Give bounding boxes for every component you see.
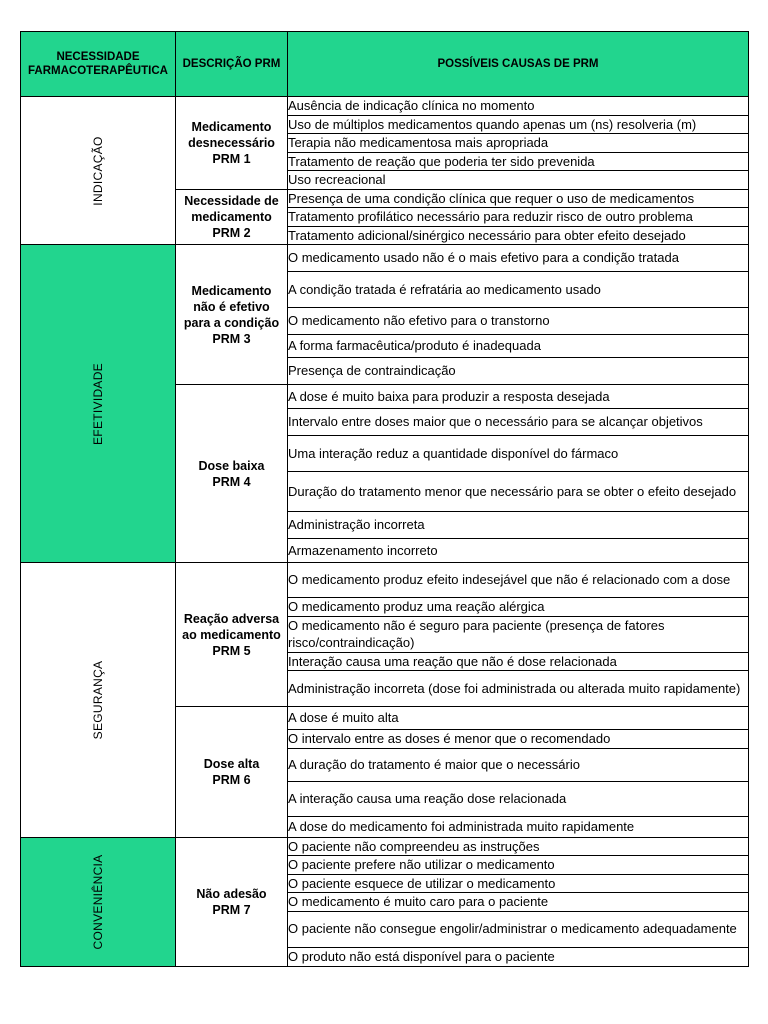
prm-table [20, 31, 749, 967]
cause-cell: O paciente prefere não utilizar o medicamento [288, 856, 749, 875]
prm-description-line: medicamento [191, 209, 272, 224]
cause-cell: O medicamento usado não é o mais efetivo para a condição tratada [288, 245, 749, 272]
cause-cell: Duração do tratamento menor que necessário para se obter o efeito desejado [288, 472, 749, 512]
category-cell [21, 563, 176, 838]
prm-description-line: não é efetivo [193, 299, 270, 314]
category-cell [21, 245, 176, 563]
prm-description-line: PRM 5 [212, 643, 251, 658]
cause-cell: O paciente não consegue engolir/administrar o medicamento adequadamente [288, 911, 749, 947]
prm-description-line: Medicamento [191, 119, 272, 134]
prm-description-line: Dose baixa [198, 458, 265, 473]
prm-description-line: Medicamento [191, 283, 272, 298]
header-description: DESCRIÇÃO PRM [176, 32, 288, 97]
cause-cell: A interação causa uma reação dose relacionada [288, 781, 749, 816]
prm-description-line: para a condição [183, 315, 280, 330]
cause-cell: Uso de múltiplos medicamentos quando apenas um (ns) resolveria (m) [288, 115, 749, 134]
cause-cell: Administração incorreta (dose foi administrada ou alterada muito rapidamente) [288, 671, 749, 707]
cause-cell: O intervalo entre as doses é menor que o recomendado [288, 730, 749, 749]
cause-cell: O medicamento produz efeito indesejável que não é relacionado com a dose [288, 563, 749, 598]
header-need: NECESSIDADE FARMACOTERAPÊUTICA [21, 32, 176, 97]
cause-cell: A duração do tratamento é maior que o necessário [288, 748, 749, 781]
prm-description-line: ao medicamento [182, 627, 281, 642]
prm-description-cell [176, 97, 288, 190]
prm-description-cell [176, 563, 288, 707]
cause-cell: O medicamento não efetivo para o transtorno [288, 308, 749, 335]
cause-cell: O medicamento não é seguro para paciente (presença de fatores risco/contraindicação) [288, 616, 749, 652]
prm-description-line: PRM 7 [212, 902, 251, 917]
cause-cell: A dose é muito alta [288, 707, 749, 730]
prm-description-line: Não adesão [196, 886, 267, 901]
prm-description-line: PRM 2 [212, 225, 251, 240]
prm-description-line: PRM 3 [212, 331, 251, 346]
cause-cell: Armazenamento incorreto [288, 539, 749, 563]
cause-cell: O paciente não compreendeu as instruções [288, 837, 749, 856]
cause-cell: Administração incorreta [288, 512, 749, 539]
cause-cell: Terapia não medicamentosa mais apropriada [288, 134, 749, 153]
cause-cell: Tratamento de reação que poderia ter sido prevenida [288, 152, 749, 171]
category-label: CONVENIÊNCIA [91, 854, 105, 949]
prm-description-line: desnecessário [188, 135, 275, 150]
cause-cell: O medicamento produz uma reação alérgica [288, 598, 749, 617]
cause-cell: Presença de uma condição clínica que requer o uso de medicamentos [288, 189, 749, 208]
cause-cell: O produto não está disponível para o paciente [288, 947, 749, 966]
table-row [21, 563, 749, 598]
cause-cell: Uma interação reduz a quantidade disponível do fármaco [288, 436, 749, 472]
cause-cell: Tratamento profilático necessário para reduzir risco de outro problema [288, 208, 749, 227]
category-label: SEGURANÇA [91, 660, 105, 740]
table-body [21, 97, 749, 967]
header-row [21, 32, 749, 97]
cause-cell: Ausência de indicação clínica no momento [288, 97, 749, 116]
prm-description-cell [176, 385, 288, 563]
prm-description-cell [176, 245, 288, 385]
prm-description-cell [176, 837, 288, 966]
cause-cell: A condição tratada é refratária ao medicamento usado [288, 272, 749, 308]
table-row [21, 245, 749, 272]
prm-description-cell [176, 707, 288, 838]
cause-cell: Intervalo entre doses maior que o necessário para se alcançar objetivos [288, 409, 749, 436]
category-cell [21, 837, 176, 966]
prm-description-line: Necessidade de [184, 193, 279, 208]
prm-description-line: PRM 4 [212, 474, 251, 489]
category-label: EFETIVIDADE [91, 362, 105, 445]
cause-cell: Tratamento adicional/sinérgico necessário para obter efeito desejado [288, 226, 749, 245]
category-cell [21, 97, 176, 245]
prm-description-cell [176, 189, 288, 245]
prm-description-line: PRM 6 [212, 772, 251, 787]
prm-description-line: Reação adversa [183, 611, 280, 626]
header-causes: POSSÍVEIS CAUSAS DE PRM [288, 32, 749, 97]
category-label: INDICAÇÃO [91, 135, 105, 206]
cause-cell: Interação causa uma reação que não é dose relacionada [288, 652, 749, 671]
cause-cell: Presença de contraindicação [288, 358, 749, 385]
cause-cell: O paciente esquece de utilizar o medicamento [288, 874, 749, 893]
cause-cell: A dose do medicamento foi administrada muito rapidamente [288, 816, 749, 837]
cause-cell: Uso recreacional [288, 171, 749, 190]
cause-cell: A dose é muito baixa para produzir a resposta desejada [288, 385, 749, 409]
prm-description-line: PRM 1 [212, 151, 251, 166]
cause-cell: A forma farmacêutica/produto é inadequada [288, 335, 749, 358]
prm-description-line: Dose alta [203, 756, 260, 771]
cause-cell: O medicamento é muito caro para o paciente [288, 893, 749, 912]
table-row [21, 97, 749, 116]
table-row [21, 837, 749, 856]
